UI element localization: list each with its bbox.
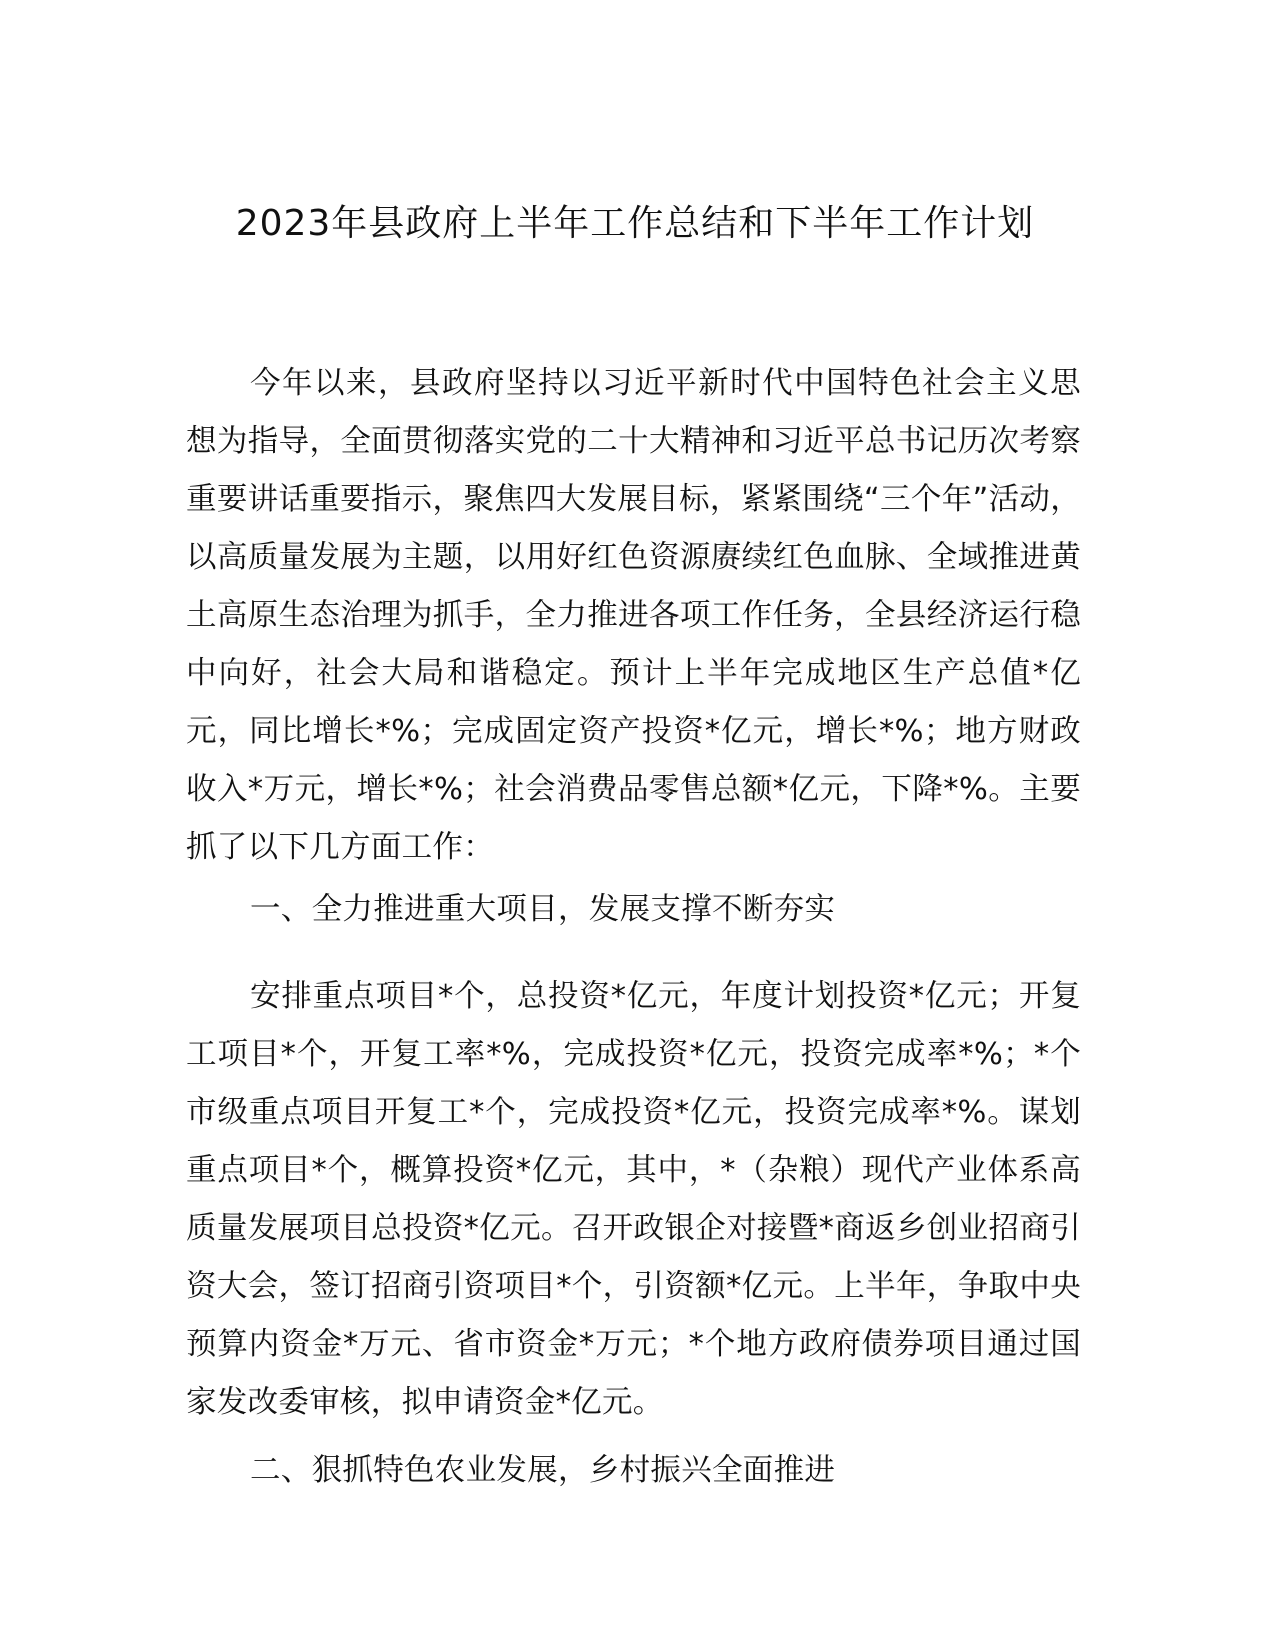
section-1-heading: 一、全力推进重大项目，发展支撑不断夯实 <box>250 892 836 927</box>
section-2-heading: 二、狠抓特色农业发展，乡村振兴全面推进 <box>250 1453 836 1488</box>
document-title: 2023年县政府上半年工作总结和下半年工作计划 <box>235 203 1035 244</box>
intro-paragraph: 今年以来，县政府坚持以习近平新时代中国特色社会主义思想为指导，全面贯彻落实党的二十大精神和习近平总书记历次考察重要讲话重要指示，聚焦四大发展目标，紧紧围绕“三个年”活动，以高质量发展为主题，以用好红色资源赓续红色血脉、全域推进黄土高原生态治理为抓手，全力推进各项工作任务，全县经济运行稳中向好，社会大局和谐稳定。预计上半年完成地区生产总值*亿元，同比增长*%；完成固定资产投资*亿元，增长*%；地方财政收入*万元，增长*%；社会消费品零售总额*亿元，下降*%。主要抓了以下几方面工作： <box>186 366 1081 865</box>
section-1-paragraph: 安排重点项目*个，总投资*亿元，年度计划投资*亿元；开复工项目*个，开复工率*%，完成投资*亿元，投资完成率*%；*个市级重点项目开复工*个，完成投资*亿元，投资完成率*%。谋划重点项目*个，概算投资*亿元，其中，*（杂粮）现代产业体系高质量发展项目总投资*亿元。召开政银企对接暨*商返乡创业招商引资大会，签订招商引资项目*个，引资额*亿元。上半年，争取中央预算内资金*万元、省市资金*万元；*个地方政府债券项目通过国家发改委审核，拟申请资金*亿元。 <box>186 979 1081 1420</box>
